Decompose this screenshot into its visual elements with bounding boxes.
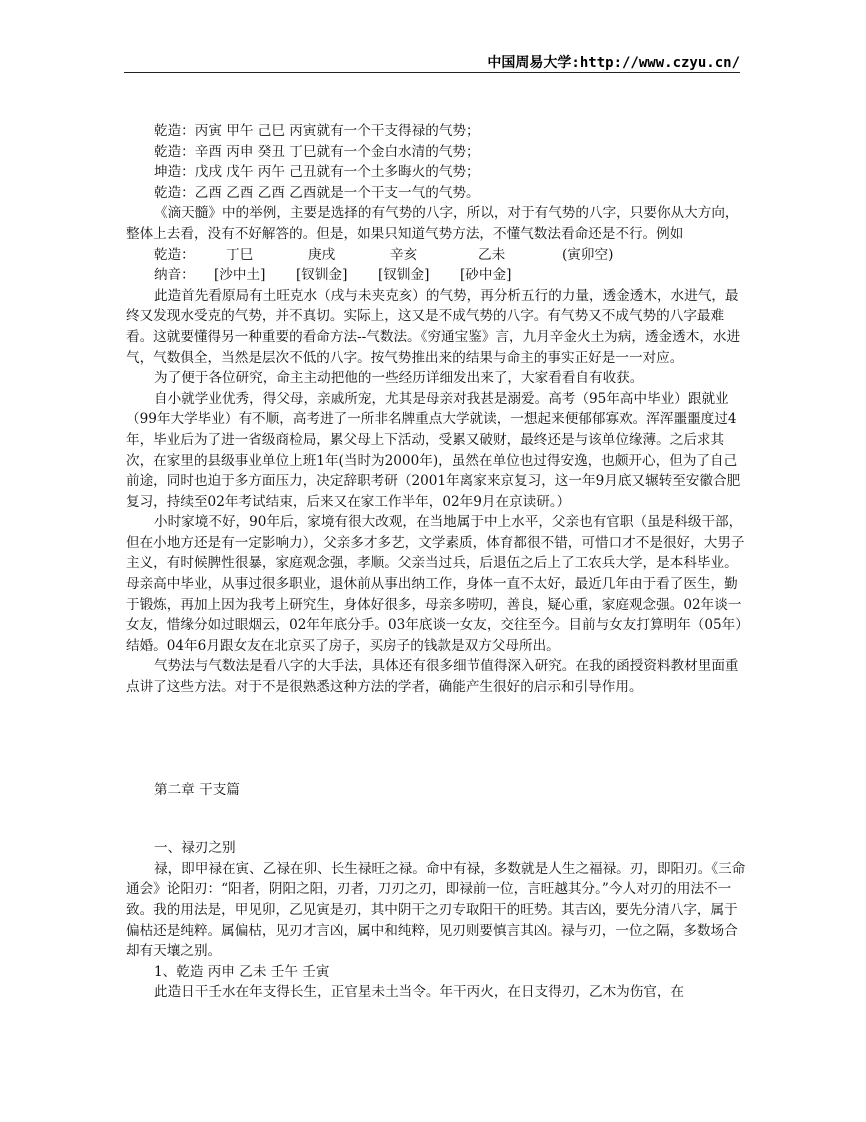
chart-line: 乾造：丙寅 甲午 己巳 丙寅就有一个干支得禄的气势；: [154, 123, 480, 139]
nayin-item: [沙中土]: [214, 267, 266, 284]
chart-line: 乾造：辛酉 丙申 癸丑 丁巳就有一个金白水清的气势；: [154, 143, 480, 160]
header-url-text: 中国周易大学:http://www.czyu.cn/: [487, 55, 740, 71]
nayin-item: [钗钏金]: [296, 267, 348, 284]
example-heading: 1、乾造 丙申 乙未 壬午 壬寅: [154, 963, 330, 980]
bazi-pillar: 辛亥: [390, 246, 418, 263]
paragraph: 禄，即甲禄在寅、乙禄在卯、长生禄旺之禄。命中有禄，多数就是人生之福禄。刃，即阳刃。《三命通会》论阳刃：“阳者，阴阳之阳，刃者，刀刃之刃，即禄前一位，言旺越其分。”今人对刃的用法不一致。我的用法是，甲见卯，乙见寅是刃，其中阴干之刃专取阳干的旺势。其吉凶，要先分清八字，属于偏枯还是纯粹。属偏枯，见刃才言凶，属中和纯粹，见刃则要慎言其凶。禄与刃，一位之隔，多数场合却有天壤之别。: [126, 860, 746, 960]
paragraph: 自小就学业优秀，得父母，亲戚所宠，尤其是母亲对我甚是溺爱。高考（95年高中毕业）跟就业（99年大学毕业）有不顺，高考进了一所非名牌重点大学就读，一想起来便郁郁寡欢。浑浑噩噩度过4年，毕业后为了进一省级商检局，累父母上下活动，受累又破财，最终还是与该单位缘薄。之后求其次，在家里的县级事业单位上班1年(当时为2000年)，虽然在单位也过得安逸，也颇开心，但为了自己前途，同时也迫于多方面压力，决定辞职考研（2001年离家来京复习，这一年9月底又辗转至安徽合肥复习，持续至02年考试结束，后来又在家工作半年，02年9月在京读研。）: [126, 390, 741, 510]
paragraph: 《滴天髓》中的举例，主要是选择的有气势的八字，所以，对于有气势的八字，只要你从大方向，整体上去看，没有不好解答的。但是，如果只知道气势方法，不懂气数法看命还是不行。例如: [126, 205, 739, 242]
chapter-title: 第二章 干支篇: [154, 781, 240, 798]
paragraph: 此造日干壬水在年支得长生，正官星未土当令。年干丙火，在日支得刃，乙木为伤官，在: [154, 984, 685, 1001]
nayin-row: [126, 265, 748, 286]
bazi-note: (寅卯空): [562, 246, 614, 263]
chart-line: 乾造：乙酉 乙酉 乙酉 乙酉就是一个干支一气的气势。: [154, 184, 480, 201]
section-title: 一、禄刃之别: [154, 840, 236, 857]
nayin-item: [钗钏金]: [378, 267, 430, 284]
paragraph: 小时家境不好，90年后，家境有很大改观，在当地属于中上水平，父亲也有官职（虽是科级干部，但在小地方还是有一定影响力），父亲多才多艺，文学素质，体育都很不错，可惜口才不是很好，大男子主义，有时候脾性很暴，家庭观念强，孝顺。父亲当过兵，后退伍之后上了工农兵大学，是本科毕业。母亲高中毕业，从事过很多职业，退休前从事出纳工作，身体一直不太好，最近几年由于看了医生，勤于锻炼，再加上因为我考上研究生，身体好很多，母亲多唠叨，善良，疑心重，家庭观念强。02年谈一女友，惜缘分如过眼烟云，02年年底分手。03年底谈一女友，交往至今。目前与女友打算明年（05年）结婚。04年6月跟女友在北京买了房子，买房子的钱款是双方父母所出。: [126, 514, 745, 654]
paragraph: 气势法与气数法是看八字的大手法，具体还有很多细节值得深入研究。在我的函授资料教材里面重点讲了这些方法。对于不是很熟悉这种方法的学者，确能产生很好的启示和引导作用。: [126, 658, 739, 696]
nayin-label: 纳音：: [154, 267, 195, 284]
bazi-label: 乾造：: [154, 246, 195, 263]
page-header: [124, 50, 740, 73]
bazi-pillar: 庚戌: [308, 246, 336, 263]
nayin-item: [砂中金]: [460, 267, 512, 284]
chart-line: 坤造：戊戌 戊午 丙午 己丑就有一个土多晦火的气势；: [154, 164, 480, 181]
bazi-pillar: 乙未: [478, 246, 506, 263]
bazi-pillar: 丁巳: [226, 246, 254, 263]
document-body: [126, 121, 748, 1003]
bazi-row: [126, 245, 748, 266]
paragraph: 为了便于各位研究，命主主动把他的一些经历详细发出来了，大家看看自有收获。: [154, 370, 644, 387]
paragraph: 此造首先看原局有土旺克水（戌与未夹克亥）的气势，再分析五行的力量，透金透木，水进气，最终又发现水受克的气势，并不真切。实际上，这又是不成气势的八字。有气势又不成气势的八字最难看。这就要懂得另一种重要的看命方法--气数法。《穷通宝鉴》言，九月辛金火土为病，透金透木，水进气，气数俱全，当然是层次不低的八字。按气势推出来的结果与命主的事实正好是一一对应。: [126, 287, 741, 366]
